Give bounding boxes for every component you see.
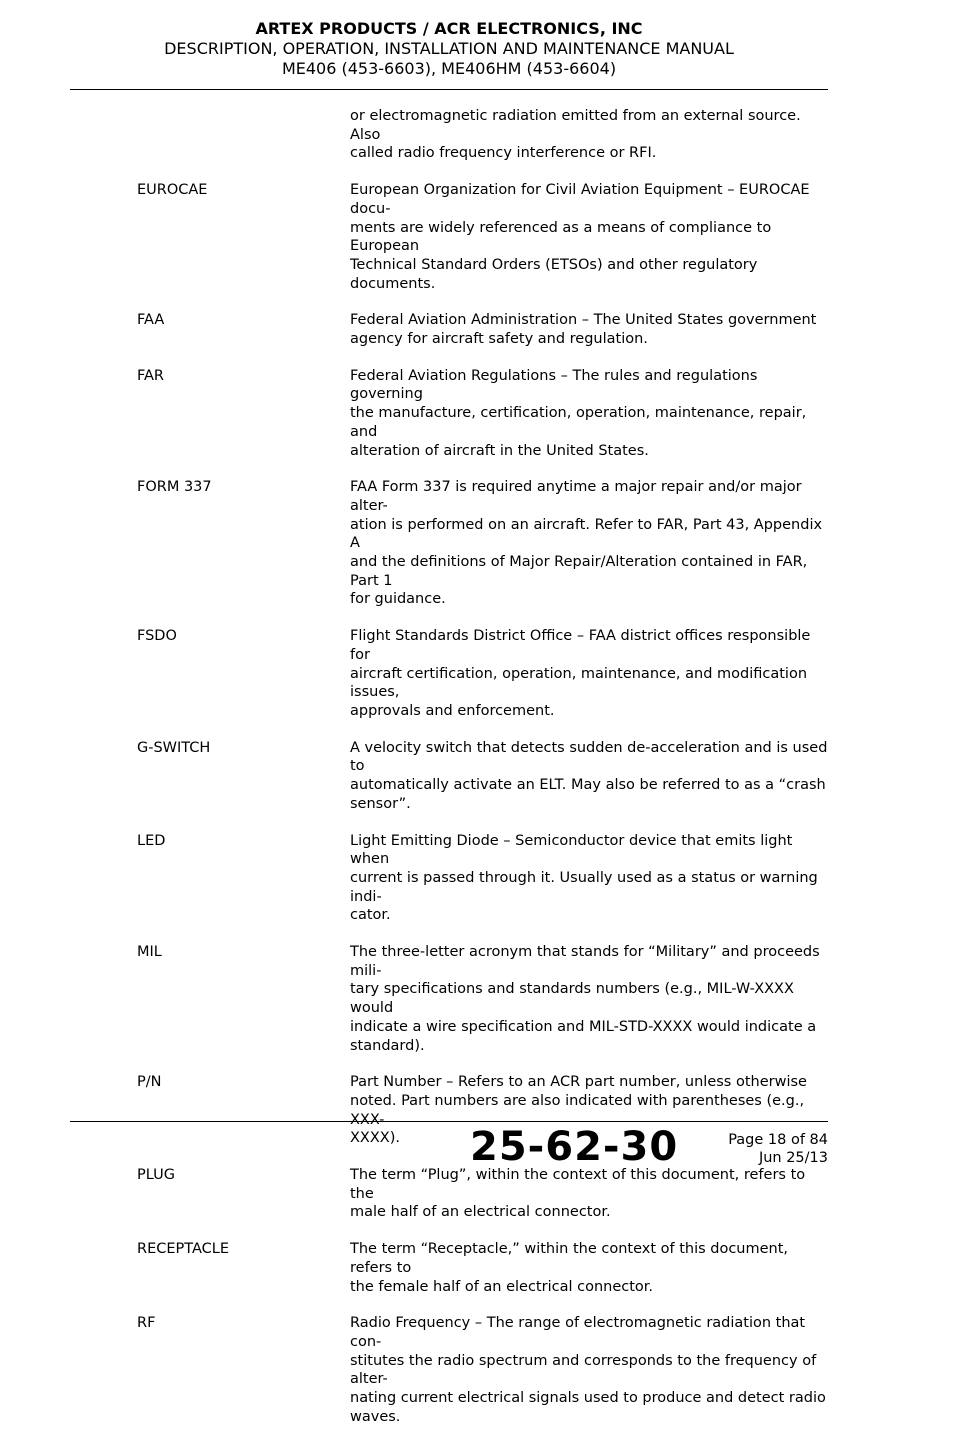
definition-text: A velocity switch that detects sudden de-acceleration and is used to automatically activate an ELT. May also be referred to as a “crash sensor”. [350, 739, 828, 812]
definition-entry [137, 311, 831, 348]
definitions-list [137, 107, 831, 1444]
company-name: ARTEX PRODUCTS / ACR ELECTRONICS, INC [255, 19, 643, 38]
definition-entry [137, 181, 831, 293]
definition-term: FAR [137, 367, 165, 384]
definition-entry [137, 1240, 831, 1296]
definition-term: FORM 337 [137, 479, 212, 496]
model-numbers: ME406 (453-6603), ME406HM (453-6604) [281, 59, 617, 78]
definition-text: Part Number – Refers to an ACR part number, unless otherwise noted. Part numbers are also indicated with parentheses (e.g., XXX- XXXX). [350, 1074, 807, 1147]
header-divider [70, 89, 828, 90]
definition-term: FSDO [137, 628, 177, 645]
definition-term: MIL [137, 944, 162, 961]
definition-entry [137, 107, 831, 163]
definition-entry [137, 943, 831, 1055]
definition-term: EUROCAE [137, 182, 208, 199]
definition-text: The three-letter acronym that stands for “Military” and proceeds mili- tary specifications and standards numbers (e.g., MIL-W-XXXX would indicate a wire specification and MIL-STD-XXXX would indicate a standard). [350, 944, 820, 1054]
definition-text: Federal Aviation Administration – The United States government agency for aircraft safety and regulation. [350, 312, 817, 348]
document-code: 25-62-30 [470, 1124, 679, 1170]
definition-entry [137, 478, 831, 609]
definition-text: FAA Form 337 is required anytime a major repair and/or major alter- ation is performed on an aircraft. Refer to FAR, Part 43, Appendix A and the definitions of Major Repair/Alteration contained in FAR, Part 1 for guidance. [350, 479, 823, 608]
definition-entry [137, 832, 831, 926]
definition-entry [137, 627, 831, 721]
definition-text: Flight Standards District Office – FAA district offices responsible for aircraft certification, operation, maintenance, and modification issues, approvals and enforcement. [350, 628, 811, 719]
definition-entry [137, 1166, 831, 1222]
definition-text: or electromagnetic radiation emitted from an external source. Also called radio frequency interference or RFI. [350, 108, 801, 162]
page-number: Page 18 of 84 [728, 1132, 828, 1148]
definition-text: Federal Aviation Regulations – The rules and regulations governing the manufacture, certification, operation, maintenance, repair, and alteration of aircraft in the United States. [350, 367, 807, 459]
definition-text: European Organization for Civil Aviation Equipment – EUROCAE docu- ments are widely referenced as a means of compliance to European Technical Standard Orders (ETSOs) and other regulatory documents. [350, 182, 810, 292]
definition-term: G-SWITCH [137, 739, 211, 756]
definition-text: The term “Plug”, within the context of this document, refers to the male half of an electrical connector. [350, 1167, 806, 1221]
definition-term: FAA [137, 312, 165, 329]
definition-term: RECEPTACLE [137, 1241, 230, 1258]
revision-date: Jun 25/13 [758, 1150, 828, 1166]
definition-entry [137, 367, 831, 461]
definition-text: Light Emitting Diode – Semiconductor device that emits light when current is passed through it. Usually used as a status or warning indi- cator. [350, 832, 818, 924]
page-header [70, 18, 828, 79]
definition-term: P/N [137, 1074, 162, 1091]
definition-term: RF [137, 1315, 156, 1332]
definition-entry [137, 1314, 831, 1426]
definition-text: The term “Receptacle,” within the context of this document, refers to the female half of an electrical connector. [350, 1241, 789, 1295]
definition-entry [137, 739, 831, 814]
footer-divider [70, 1121, 828, 1122]
definition-term: PLUG [137, 1167, 175, 1184]
definition-term [137, 107, 350, 163]
page-info [728, 1131, 828, 1167]
manual-title: DESCRIPTION, OPERATION, INSTALLATION AND MAINTENANCE MANUAL [164, 39, 734, 58]
definition-text: Radio Frequency – The range of electromagnetic radiation that con- stitutes the radio spectrum and corresponds to the frequency of alter- nating current electrical signals used to produce and detect radio waves. [350, 1315, 826, 1425]
definition-term: LED [137, 832, 166, 849]
